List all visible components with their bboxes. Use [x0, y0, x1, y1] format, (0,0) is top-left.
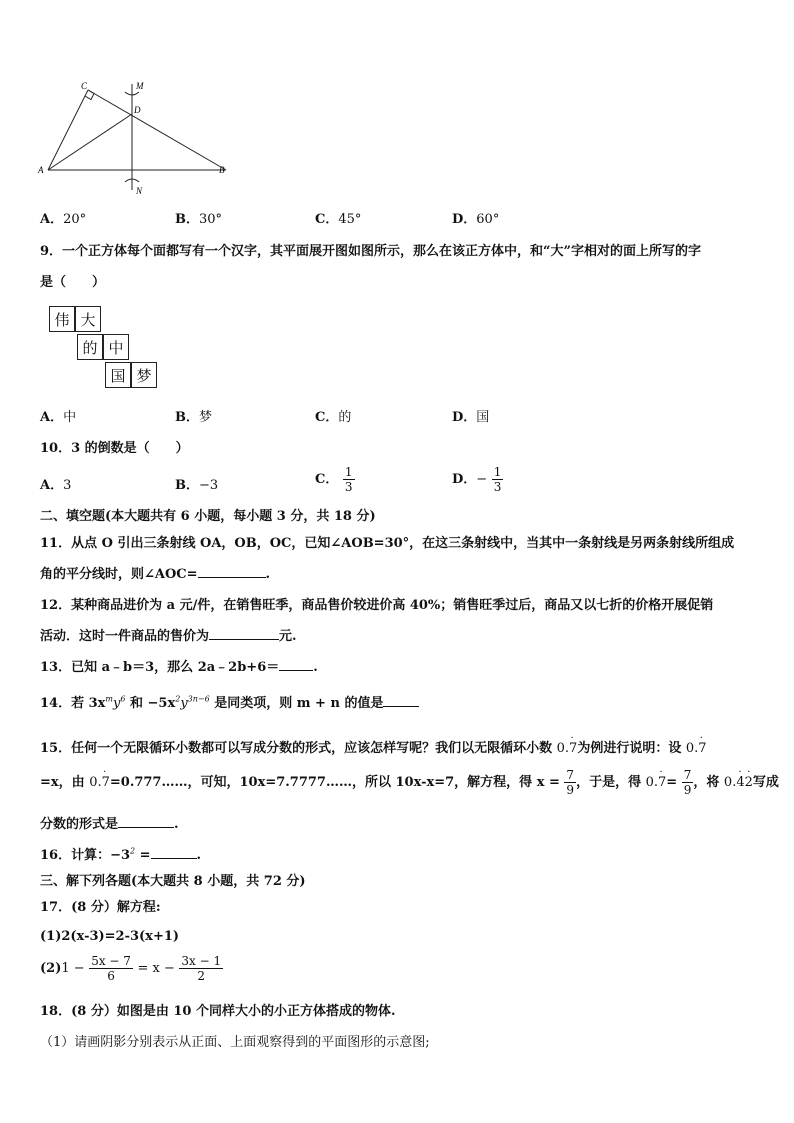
label-m: M — [136, 81, 144, 91]
fraction-denominator: 3 — [344, 480, 353, 494]
label-b: B — [219, 165, 225, 175]
option-letter: D． — [452, 410, 477, 425]
option-letter: C． — [315, 472, 339, 487]
repeat-dot: · — [659, 767, 663, 778]
option-letter: B． — [175, 410, 199, 425]
option-letter: C． — [315, 410, 339, 425]
q15-text: 15．任何一个无限循环小数都可以写成分数的形式，应该怎样写呢？我们以无限循环小数 — [40, 741, 553, 756]
label-c: C — [81, 81, 88, 91]
label-d: D — [134, 105, 141, 115]
label-n: N — [136, 186, 143, 196]
q15-line3 — [40, 813, 179, 832]
repeat-dot: · — [699, 733, 703, 744]
q13-line — [40, 656, 318, 675]
q12-line1: 12．某种商品进价为 a 元/件，在销售旺季，商品售价较进价高 40%；销售旺季过后，商品又以七折的价格开展促销 — [40, 598, 714, 613]
option-letter: A． — [40, 410, 64, 425]
fraction — [89, 954, 133, 983]
q17-title: 17．(8 分）解方程: — [40, 900, 161, 915]
q10-stem: 10．3 的倒数是（ ） — [40, 441, 189, 456]
section-fill-in-heading: 二、填空题(本大题共有 6 小题，每小题 3 分，共 18 分) — [40, 509, 376, 524]
repeating-decimal — [89, 767, 110, 790]
q14-line — [40, 692, 419, 711]
q16-text: 16．计算：−3 — [40, 848, 131, 863]
fraction-numerator: 7 — [566, 768, 575, 782]
q11-line1: 11．从点 O 引出三条射线 OA，OB，OC，已知∠AOB=30°，在这三条射线中，当其中一条射线是另两条射线所组成 — [40, 536, 735, 551]
repeating-decimal — [556, 733, 578, 756]
variable: y — [180, 696, 188, 711]
exponent: 2 — [175, 694, 181, 704]
section-solve-heading: 三、解下列各题(本大题共 8 小题，共 72 分) — [40, 874, 306, 889]
segment-ad — [48, 114, 132, 170]
repeating-decimal — [723, 767, 753, 790]
right-angle-mark — [85, 90, 94, 100]
fraction — [682, 768, 694, 797]
repeating-decimal — [645, 767, 667, 790]
net-face-4: 中 — [103, 334, 129, 360]
q12-tail: 元. — [279, 629, 297, 644]
q14-text: 是同类项，则 m + n 的值是 — [209, 696, 384, 711]
geometry-figure-q8 — [30, 78, 240, 200]
q14-text: 14．若 3x — [40, 696, 106, 711]
cube-net — [49, 306, 161, 388]
q12-line2 — [40, 625, 297, 644]
option-value: 梦 — [199, 410, 213, 425]
answer-blank[interactable] — [279, 670, 313, 671]
exponent: m — [105, 694, 114, 704]
q9-stem-line1: 9．一个正方体每个面都写有一个汉字，其平面展开图如图所示，那么在该正方体中，和“大”字相对的面上所写的字 — [40, 244, 702, 259]
repeat-dot: · — [570, 733, 574, 744]
net-face-5: 国 — [105, 362, 131, 388]
q10-option-c — [315, 465, 355, 494]
q15-line2 — [40, 768, 779, 797]
eq-label: (2) — [40, 961, 62, 976]
exponent: 6 — [120, 694, 126, 704]
fraction-denominator: 2 — [197, 969, 206, 983]
q18-title: 18．(8 分）如图是由 10 个同样大小的小正方体搭成的物体. — [40, 1004, 396, 1019]
fraction — [492, 465, 504, 494]
fraction-numerator: 1 — [493, 465, 502, 479]
q8-option-d — [452, 208, 499, 227]
q10-option-d — [452, 465, 503, 494]
option-letter: A． — [40, 478, 64, 493]
q16-text: = — [135, 848, 151, 863]
q15-tail: . — [174, 817, 179, 832]
option-value: 60° — [476, 212, 500, 227]
q8-option-b — [175, 208, 222, 227]
q9-stem-line2: 是（ ） — [40, 275, 106, 290]
q15-line1 — [40, 733, 707, 756]
repeating-digits: 0.7 — [645, 775, 667, 790]
answer-blank[interactable] — [198, 577, 266, 578]
q8-option-a — [40, 208, 86, 227]
q15-text: 写成 — [752, 775, 779, 790]
option-letter: A． — [40, 212, 64, 227]
option-value: 的 — [338, 410, 352, 425]
repeating-digits: 0.7 — [89, 775, 110, 790]
eq-text: 1 − — [61, 961, 85, 976]
fraction — [343, 465, 355, 494]
q11-tail: . — [265, 567, 271, 582]
answer-blank[interactable] — [118, 827, 174, 828]
option-value: −3 — [199, 478, 219, 493]
option-letter: B． — [175, 212, 199, 227]
label-a: A — [38, 165, 44, 175]
q11-text: 角的平分线时，则∠AOC= — [40, 567, 198, 582]
net-face-2: 大 — [75, 306, 101, 332]
answer-blank[interactable] — [383, 706, 419, 707]
fraction-denominator: 6 — [107, 969, 115, 983]
q9-option-b — [175, 406, 212, 425]
q15-text: 分数的形式是 — [40, 817, 119, 832]
q8-option-c — [315, 208, 361, 227]
option-letter: C． — [315, 212, 339, 227]
fraction-numerator: 5x − 7 — [91, 954, 131, 968]
net-face-1: 伟 — [49, 306, 75, 332]
q13-tail: . — [313, 660, 318, 675]
option-letter: D． — [452, 212, 477, 227]
fraction-denominator: 9 — [683, 783, 692, 797]
fraction-numerator: 3x − 1 — [181, 954, 222, 968]
option-letter: B． — [175, 478, 199, 493]
minus-sign: − — [476, 472, 488, 487]
option-value: 20° — [63, 212, 87, 227]
net-face-6: 梦 — [131, 362, 157, 388]
fraction-denominator: 9 — [566, 783, 575, 797]
q9-option-c — [315, 406, 351, 425]
answer-blank[interactable] — [209, 639, 279, 640]
repeating-digits: 0.42 — [723, 775, 753, 790]
option-value: 国 — [476, 410, 490, 425]
q16-tail: . — [196, 848, 202, 863]
fraction — [179, 954, 223, 983]
q15-text: ，于是，得 — [576, 775, 642, 790]
q17-eq1: (1)2(x-3)=2-3(x+1) — [40, 929, 180, 944]
repeating-digits: 0.7 — [556, 741, 578, 756]
q15-text: = — [666, 775, 678, 790]
q9-option-a — [40, 406, 76, 425]
repeating-digits: 0.7 — [685, 741, 707, 756]
net-face-3: 的 — [77, 334, 103, 360]
q13-text: 13．已知 a﹣b＝3，那么 2a﹣2b+6＝ — [40, 660, 280, 675]
q10-option-b — [175, 474, 218, 493]
q14-text: 和 −5x — [125, 696, 176, 711]
q15-text: 为例进行说明：设 — [577, 741, 682, 756]
segment-ac — [48, 90, 88, 170]
q15-text: =x，由 — [40, 775, 85, 790]
q16-line — [40, 844, 201, 863]
fraction-numerator: 1 — [344, 465, 353, 479]
repeat-dot: · — [103, 767, 107, 778]
repeating-decimal — [685, 733, 707, 756]
answer-blank[interactable] — [151, 858, 197, 859]
q18-sub1: （1）请画阴影分别表示从正面、上面观察得到的平面图形的示意图; — [40, 1035, 430, 1050]
option-value: 中 — [63, 410, 77, 425]
q10-option-a — [40, 474, 71, 493]
q9-option-d — [452, 406, 489, 425]
fraction — [564, 768, 576, 797]
fraction-numerator: 7 — [683, 768, 692, 782]
q15-text: ，将 — [693, 775, 720, 790]
eq-text: = x − — [137, 961, 175, 976]
option-value: 3 — [63, 478, 72, 493]
option-letter: D． — [452, 472, 477, 487]
q12-text: 活动．这时一件商品的售价为 — [40, 629, 210, 644]
q11-line2 — [40, 563, 270, 582]
repeat-dot: · — [747, 767, 751, 778]
fraction-denominator: 3 — [493, 480, 502, 494]
repeat-dot: · — [738, 767, 742, 778]
exponent: 3n−6 — [187, 694, 210, 704]
option-value: 45° — [338, 212, 362, 227]
exponent: 2 — [130, 846, 136, 856]
q17-eq2 — [40, 954, 223, 983]
option-value: 30° — [199, 212, 223, 227]
q15-text: =0.777……，可知，10x=7.7777……，所以 10x-x=7，解方程，得 x = — [109, 775, 560, 790]
variable: y — [113, 696, 121, 711]
